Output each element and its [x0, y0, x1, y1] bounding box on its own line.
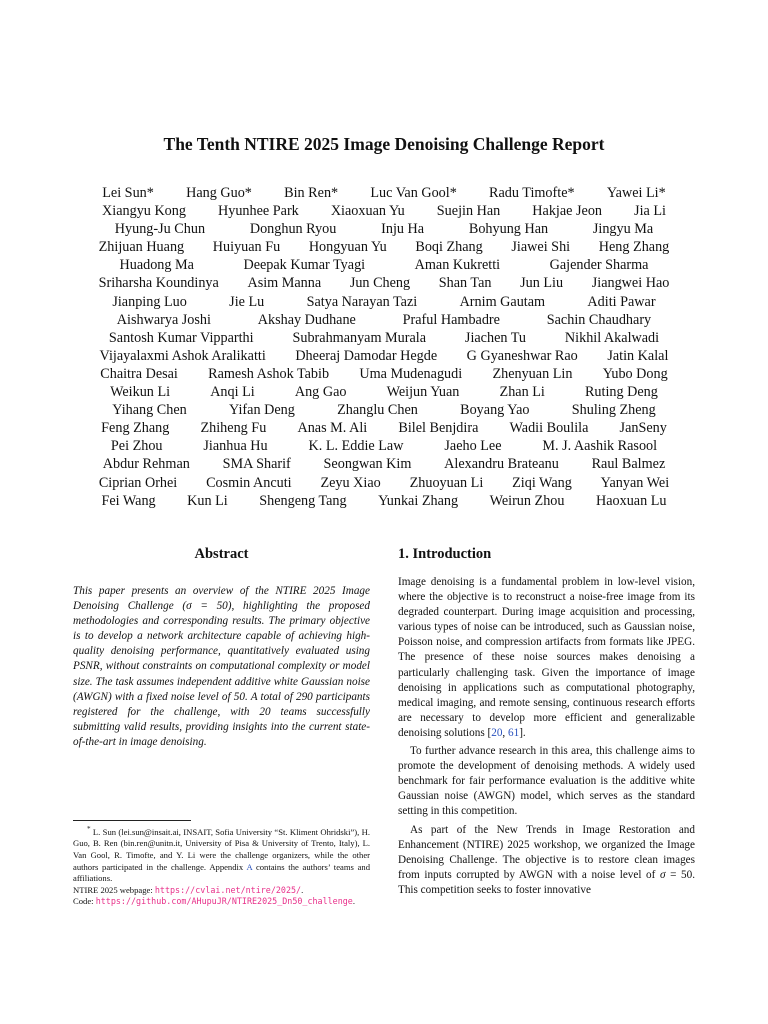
- author-name: Jun Cheng: [349, 275, 411, 292]
- author-line: [70, 474, 698, 492]
- author-name: Deepak Kumar Tyagi: [243, 257, 366, 274]
- author-line: [70, 256, 698, 274]
- author-name: Cosmin Ancuti: [206, 474, 292, 491]
- author-name: Jingyu Ma: [592, 221, 654, 238]
- author-name: Luc Van Gool*: [370, 185, 457, 201]
- footnote-rule: [73, 820, 191, 821]
- author-name: Hongyuan Yu: [308, 239, 387, 256]
- author-name: Abdur Rehman: [102, 456, 190, 473]
- sigma-symbol: σ: [659, 868, 666, 881]
- author-name: Satya Narayan Tazi: [306, 293, 418, 310]
- author-name: Jiangwei Hao: [591, 275, 670, 292]
- author-name: Aman Kukretti: [414, 257, 501, 274]
- author-name: Jiachen Tu: [464, 329, 527, 346]
- author-line: [70, 419, 698, 437]
- intro-paragraph-1: Image denoising is a fundamental problem in low-level vision, where the objective is to reconstruct a noise-free image from its degraded counterpart. During image acquisition and processing, various types of noise can be introduced, such as Gaussian noise, Poisson noise, and compression artifacts from formats like JPEG. The presence of these noise sources makes denoising a particularly challenging task. Given the importance of image denoising in applications such as computational photography, medical imaging, and remote sensing, continuous research efforts are necessary to develop more efficient and generalizable denoising solutions [20, 61].: [398, 576, 695, 739]
- author-name: Shan Tan: [438, 275, 492, 292]
- author-name: Lei Sun*: [102, 185, 154, 201]
- author-line: [70, 184, 698, 202]
- author-name: Fei Wang: [101, 492, 156, 509]
- author-name: Ang Gao: [294, 384, 347, 401]
- author-name: Kun Li: [187, 492, 228, 509]
- author-name: Chaitra Desai: [100, 365, 178, 382]
- author-name: M. J. Aashik Rasool: [542, 438, 658, 455]
- author-name: Hyung-Ju Chun: [114, 221, 206, 238]
- author-name: Pei Zhou: [110, 438, 163, 455]
- author-name: Anas M. Ali: [297, 420, 368, 437]
- abstract-text: This paper presents an overview of the NTIRE 2025 Image Denoising Challenge (σ = 50), highlighting the proposed methodologies and corresponding results. The primary objective is to develop a network architecture capable of achieving high-quality denoising performance, quantitatively evaluated using PSNR, without constraints on computational complexity or model size. The task assumes independent additive white Gaussian noise (AWGN) with a fixed noise level of 50. A total of 290 participants registered for the challenge, with 20 teams successfully submitting valid results, providing insights into the current state-of-the-art in image denoising.: [73, 585, 370, 748]
- author-name: Inju Ha: [381, 221, 425, 238]
- author-name: Weirun Zhou: [489, 492, 565, 509]
- citation-link[interactable]: 20: [491, 726, 503, 739]
- author-name: Jaeho Lee: [444, 438, 502, 455]
- author-name: Aishwarya Joshi: [116, 311, 211, 328]
- author-name: Donghun Ryou: [249, 221, 337, 238]
- author-name: Huiyuan Fu: [212, 239, 281, 256]
- author-name: K. L. Eddie Law: [308, 438, 404, 455]
- webpage-link[interactable]: https://cvlai.net/ntire/2025/: [154, 884, 302, 895]
- citation-link[interactable]: 61: [508, 726, 520, 739]
- author-line: [70, 492, 698, 510]
- author-name: Yanyan Wei: [600, 474, 670, 491]
- author-name: Aditi Pawar: [587, 293, 656, 310]
- author-name: Sachin Chaudhary: [546, 311, 652, 328]
- author-name: Ciprian Orhei: [98, 474, 178, 491]
- author-name: Jia Li: [634, 203, 666, 220]
- sigma-symbol: σ: [186, 600, 192, 613]
- author-line: [70, 238, 698, 256]
- author-name: Santosh Kumar Vipparthi: [108, 329, 254, 346]
- author-name: Boqi Zhang: [415, 239, 483, 256]
- code-link[interactable]: https://github.com/AHupuJR/NTIRE2025_Dn50_challenge: [95, 896, 353, 907]
- author-name: Hang Guo*: [186, 185, 252, 201]
- intro-paragraph-2: To further advance research in this area, this challenge aims to promote the development of denoising methods. A widely used benchmark for fair performance evaluation is the additive white Gaussian noise (AWGN) model, which serves as the standard setting in this competition.: [398, 745, 695, 818]
- author-name: Ramesh Ashok Tabib: [208, 365, 330, 382]
- author-name: Radu Timofte*: [489, 185, 575, 201]
- author-line: [70, 311, 698, 329]
- author-name: Vijayalaxmi Ashok Aralikatti: [99, 347, 266, 364]
- author-name: Zhiheng Fu: [200, 420, 267, 437]
- right-column: [398, 544, 695, 898]
- author-name: Xiangyu Kong: [102, 203, 186, 220]
- author-line: [70, 437, 698, 455]
- left-column: [73, 544, 370, 750]
- author-name: Suejin Han: [436, 203, 501, 220]
- author-name: Sriharsha Koundinya: [98, 275, 219, 292]
- author-name: Yihang Chen: [112, 402, 187, 419]
- author-name: Shuling Zheng: [571, 402, 656, 419]
- author-name: Zhuoyuan Li: [409, 474, 484, 491]
- author-line: [70, 455, 698, 473]
- author-line: [70, 220, 698, 238]
- author-name: Alexandru Brateanu: [444, 456, 559, 473]
- author-name: Heng Zhang: [598, 239, 670, 256]
- author-name: Bilel Benjdira: [398, 420, 479, 437]
- author-list: [70, 184, 698, 510]
- author-line: [70, 401, 698, 419]
- appendix-link[interactable]: A: [246, 861, 253, 872]
- author-name: Weijun Yuan: [386, 384, 460, 401]
- author-name: Zhanglu Chen: [337, 402, 418, 419]
- author-name: Jiawei Shi: [511, 239, 571, 256]
- author-name: Huadong Ma: [119, 257, 194, 274]
- author-name: SMA Sharif: [222, 456, 291, 473]
- author-name: Jianhua Hu: [203, 438, 268, 455]
- author-name: Jianping Luo: [112, 293, 187, 310]
- author-name: Akshay Dudhane: [257, 311, 356, 328]
- author-name: Gajender Sharma: [549, 257, 649, 274]
- footnote: * L. Sun (lei.sun@insait.ai, INSAIT, Sofia University “St. Kliment Ohridski”), H. Guo, B. Ren (bin.ren@unitn.it, University of Pisa & University of Trento, Italy), L. Van Gool, R. Timofte, and Y. Li were the challenge organizers, while the other authors participated in the challenge. Appendix A contains the authors’ teams and affiliations. NTIRE 2025 webpage: https://cvlai.net/ntire/2025/. Code: https://github.com/AHupuJR/NTIRE2025_Dn50_challenge.: [73, 825, 370, 907]
- introduction-heading: 1. Introduction: [398, 546, 492, 562]
- author-name: Feng Zhang: [101, 420, 170, 437]
- author-name: Zeyu Xiao: [320, 474, 381, 491]
- author-name: Praful Hambadre: [402, 311, 500, 328]
- author-line: [70, 347, 698, 365]
- author-name: Bohyung Han: [468, 221, 549, 238]
- author-name: Zhijuan Huang: [98, 239, 185, 256]
- author-name: Uma Mudenagudi: [359, 365, 463, 382]
- author-name: Yawei Li*: [606, 185, 666, 201]
- author-name: Haoxuan Lu: [595, 492, 667, 509]
- author-name: Dheeraj Damodar Hegde: [295, 347, 438, 364]
- author-name: Anqi Li: [210, 384, 255, 401]
- author-line: [70, 329, 698, 347]
- author-line: [70, 383, 698, 401]
- author-name: Yifan Deng: [229, 402, 295, 419]
- author-name: Zhan Li: [499, 384, 545, 401]
- author-name: Raul Balmez: [591, 456, 666, 473]
- author-name: Asim Manna: [247, 275, 322, 292]
- author-name: Nikhil Akalwadi: [564, 329, 660, 346]
- author-name: Hyunhee Park: [218, 203, 299, 220]
- abstract-heading: Abstract: [194, 546, 249, 562]
- intro-paragraph-3: As part of the New Trends in Image Restoration and Enhancement (NTIRE) 2025 workshop, we organized the Image Denoising Challenge. The objective is to restore clean images from inputs corrupted by AWGN with a noise level of σ = 50. This competition seeks to foster innovative: [398, 823, 695, 896]
- author-name: G Gyaneshwar Rao: [466, 347, 578, 364]
- author-name: Seongwan Kim: [323, 456, 412, 473]
- author-line: [70, 202, 698, 220]
- author-name: Jun Liu: [520, 275, 564, 292]
- author-name: Boyang Yao: [460, 402, 530, 419]
- author-name: Weikun Li: [110, 384, 171, 401]
- author-name: Yubo Dong: [602, 365, 668, 382]
- author-name: JanSeny: [619, 420, 667, 437]
- author-name: Jatin Kalal: [607, 347, 669, 364]
- author-name: Subrahmanyam Murala: [292, 329, 427, 346]
- author-name: Jie Lu: [229, 293, 265, 310]
- author-name: Ruting Deng: [584, 384, 658, 401]
- author-name: Shengeng Tang: [259, 492, 347, 509]
- author-name: Hakjae Jeon: [532, 203, 603, 220]
- author-name: Xiaoxuan Yu: [330, 203, 405, 220]
- author-name: Wadii Boulila: [509, 420, 589, 437]
- author-name: Yunkai Zhang: [378, 492, 459, 509]
- author-name: Arnim Gautam: [459, 293, 546, 310]
- author-name: Ziqi Wang: [512, 474, 572, 491]
- author-line: [70, 365, 698, 383]
- author-name: Zhenyuan Lin: [492, 365, 573, 382]
- author-name: Bin Ren*: [284, 185, 339, 201]
- author-line: [70, 274, 698, 292]
- author-line: [70, 293, 698, 311]
- paper-title: The Tenth NTIRE 2025 Image Denoising Challenge Report: [163, 134, 605, 154]
